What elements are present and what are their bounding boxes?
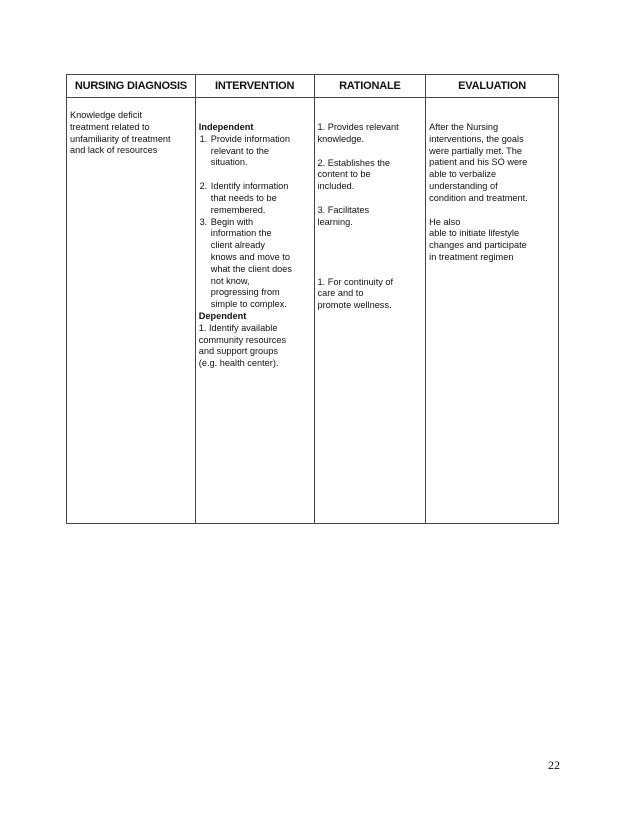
diagnosis-text: Knowledge deficit treatment related to unfamiliarity of treatment and lack of resources xyxy=(70,110,171,156)
evaluation-text: He also able to initiate lifestyle changes and participate in treatment regimen xyxy=(429,216,527,262)
header-evaluation: EVALUATION xyxy=(426,75,559,98)
nursing-care-plan-table xyxy=(66,74,559,524)
content-row xyxy=(67,98,559,524)
dependent-item: 1. Identify available community resources and support groups (e.g. health center). xyxy=(198,322,287,369)
list-item: 3. Begin with information the client already knows and move to what the client does not know, progressing from simple to complex. xyxy=(210,217,311,311)
independent-heading: Independent xyxy=(198,122,254,132)
intervention-cell xyxy=(195,98,314,524)
dependent-heading: Dependent xyxy=(198,310,247,321)
list-item: 2. Identify information that needs to be remembered. xyxy=(210,181,311,216)
evaluation-cell xyxy=(426,98,559,524)
header-rationale: RATIONALE xyxy=(314,75,426,98)
diagnosis-cell xyxy=(67,98,196,524)
page-number: 22 xyxy=(548,758,560,772)
rationale-item: 3. Facilitates learning. xyxy=(317,204,370,227)
header-nursing-diagnosis: NURSING DIAGNOSIS xyxy=(67,75,196,98)
header-row xyxy=(67,75,559,98)
evaluation-text: After the Nursing interventions, the goals were partially met. The patient and his SO were able to verbalize understanding of condition and treatment. xyxy=(429,122,528,203)
rationale-item: 1. Provides relevant knowledge. xyxy=(317,122,399,144)
independent-list xyxy=(199,134,311,311)
rationale-item: 2. Establishes the content to be included. xyxy=(317,157,391,192)
rationale-item: 1. For continuity of care and to promote wellness. xyxy=(317,276,394,311)
header-intervention: INTERVENTION xyxy=(195,75,314,98)
list-item: 1. Provide information relevant to the situation. xyxy=(210,134,311,169)
rationale-cell xyxy=(314,98,426,524)
